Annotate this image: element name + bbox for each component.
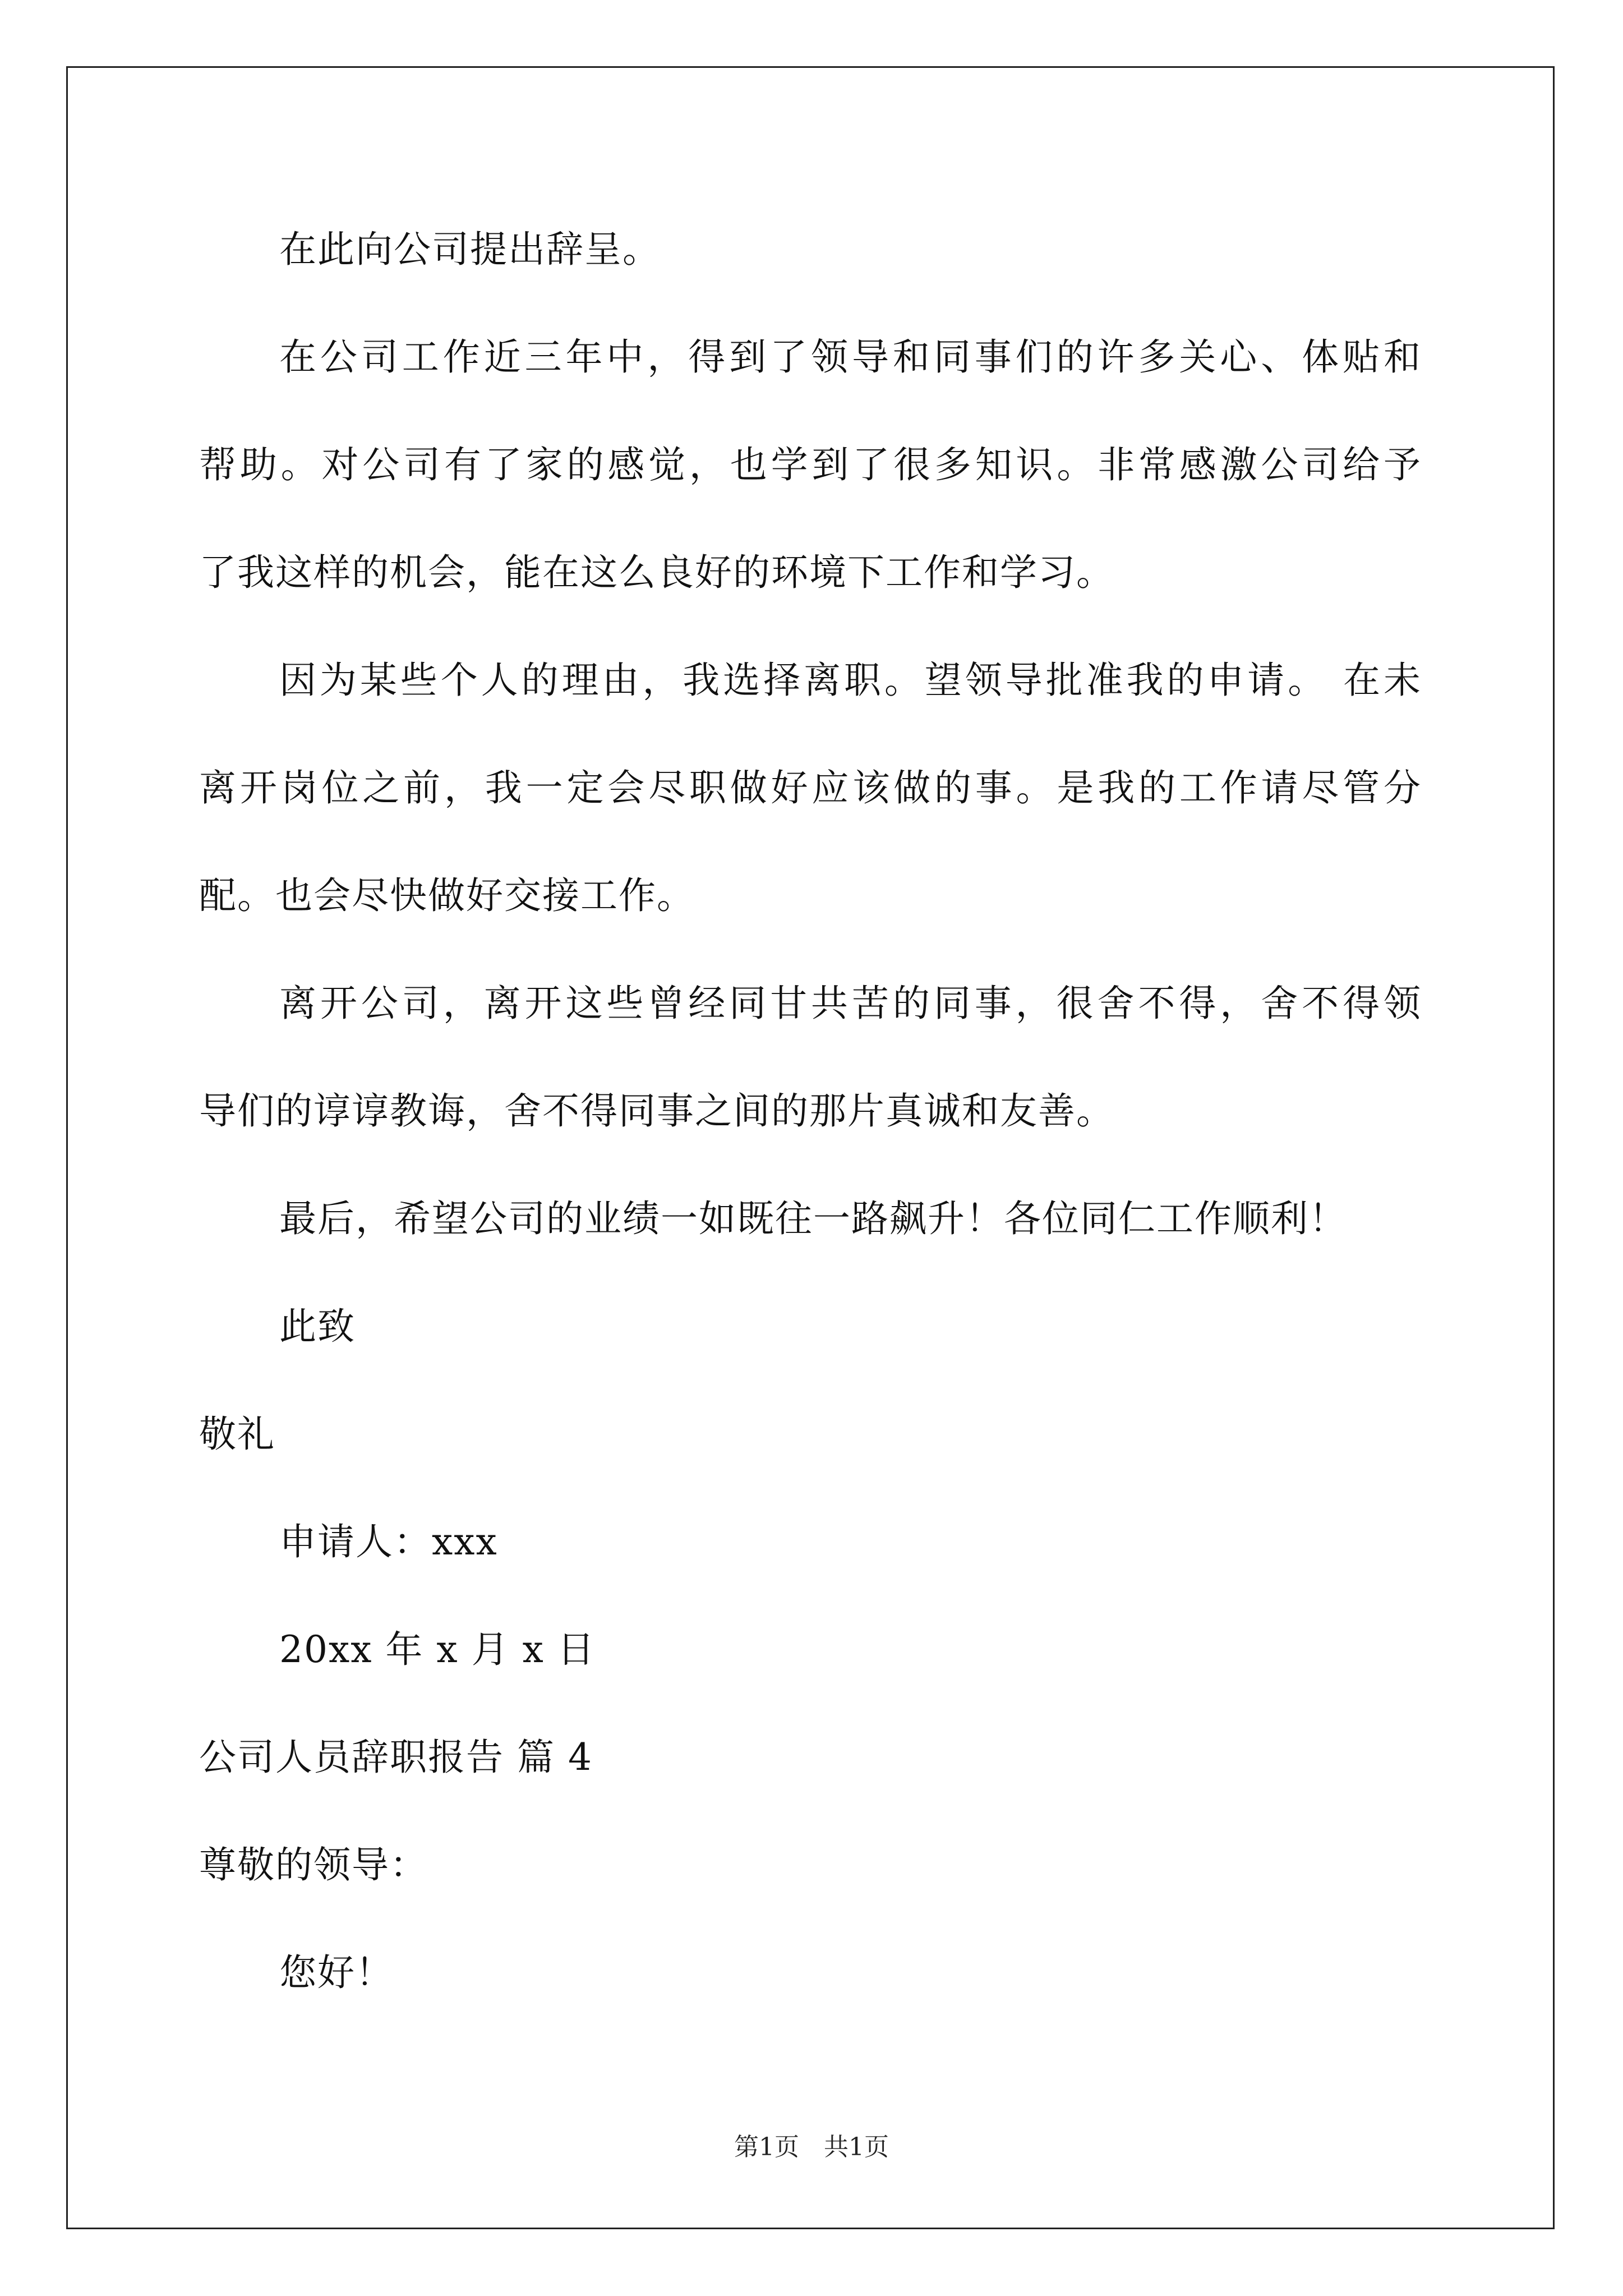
closing-salutation: 此致: [279, 1305, 356, 1348]
text-line: 在公司工作近三年中，得到了领导和同事们的许多关心、体贴和: [279, 335, 1422, 379]
text-line: 离开公司，离开这些曾经同甘共苦的同事，很舍不得，舍不得领: [279, 982, 1422, 1025]
text-line: 因为某些个人的理由，我选择离职。望领导批准我的申请。 在未: [279, 659, 1422, 702]
greeting-hello: 您好！: [279, 1951, 394, 1994]
page-border: [66, 66, 1555, 2229]
letter-date: 20xx 年 x 月 x 日: [279, 1628, 596, 1671]
section-heading: 公司人员辞职报告 篇 4: [199, 1736, 593, 1779]
applicant-signature: 申请人：xxx: [279, 1520, 498, 1563]
text-line: 了我这样的机会，能在这么良好的环境下工作和学习。: [199, 551, 1114, 594]
closing-regards: 敬礼: [199, 1412, 275, 1456]
text-line: 离开岗位之前，我一定会尽职做好应该做的事。是我的工作请尽管分: [199, 766, 1422, 809]
text-line: 配。也会尽快做好交接工作。: [199, 874, 695, 917]
text-line: 最后，希望公司的业绩一如既往一路飙升！各位同仁工作顺利！: [279, 1197, 1347, 1240]
text-line: 导们的谆谆教诲，舍不得同事之间的那片真诚和友善。: [199, 1089, 1114, 1133]
greeting: 尊敬的领导：: [199, 1843, 428, 1887]
text-line: 帮助。对公司有了家的感觉，也学到了很多知识。非常感激公司给予: [199, 443, 1422, 486]
page-footer: 第1页 共1页: [734, 2133, 889, 2161]
text-line: 在此向公司提出辞呈。: [279, 228, 661, 271]
